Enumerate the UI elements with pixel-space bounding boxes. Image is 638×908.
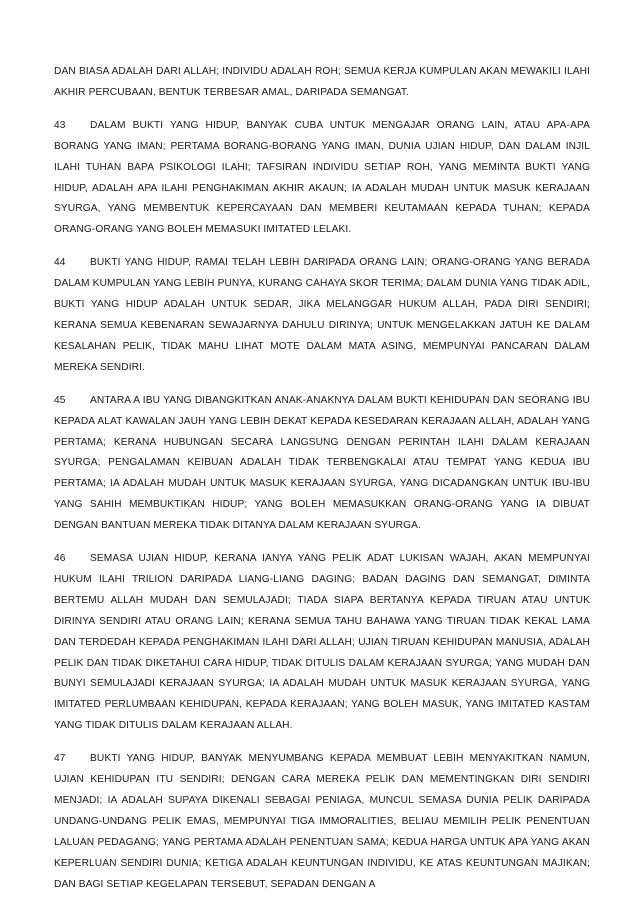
paragraph-number: 43 [54,119,66,131]
paragraph-number: 46 [54,553,66,565]
paragraph-text: SEMASA UJIAN HIDUP, KERANA IANYA YANG PELIK ADAT LUKISAN WAJAH, AKAN MEMPUNYAI HUKUM ILAHI TRILION DARIPADA LIANG-LIANG DAGING; BADAN DAGING DAN SEMANGAT, DIMINTA BERTEMU ALLAH MUDAH DAN SEMULAJADI; TIADA SIAPA BERTANYA KEPADA TIRUAN ATAU UNTUK DIRINYA SENDIRI ATAU ORANG LAIN; KERANA SEMUA TAHU BAHAWA YANG TIRUAN TIDAK KEKAL LAMA DAN TERDEDAH KEPADA PENGHAKIMAN ILAHI DARI ALLAH; UJIAN TIRUAN KEHIDUPAN MANUSIA, ADALAH PELIK DAN TIDAK DIKETAHUI CARA HIDUP, TIDAK DITULIS DALAM KERAJAAN SYURGA; YANG MUDAH DAN BUNYI SEMULAJADI KERAJAAN SYURGA; IA ADALAH MUDAH UNTUK MASUK KERAJAAN SYURGA, YANG IMITATED PERLUMBAAN KEHIDUPAN, KEPADA KERAJAAN; YANG BOLEH MASUK, YANG IMITATED KASTAM YANG TIDAK DITULIS DALAM KERAJAAN ALLAH. [54,553,590,732]
paragraph-43 [54,116,590,241]
paragraph-44 [54,253,590,378]
paragraph-47 [54,749,590,895]
paragraph-text: DALAM BUKTI YANG HIDUP, BANYAK CUBA UNTUK MENGAJAR ORANG LAIN, ATAU APA-APA BORANG YANG IMAN; PERTAMA BORANG-BORANG YANG IMAN, DUNIA UJIAN HIDUP, DAN DALAM INJIL ILAHI TUHAN BAPA PSIKOLOGI ILAHI; TAFSIRAN INDIVIDU SETIAP ROH, YANG MEMINTA BUKTI YANG HIDUP, ADALAH APA ILAHI PENGHAKIMAN AKHIR AKAUN; IA ADALAH MUDAH UNTUK MASUK KERAJAAN SYURGA, YANG MEMBENTUK KEPERCAYAAN DAN MEMBERI KEUTAMAAN KEPADA TUHAN; KEPADA ORANG-ORANG YANG BOLEH MEMASUKI IMITATED LELAKI. [54,119,590,236]
paragraph-text: BUKTI YANG HIDUP, BANYAK MENYUMBANG KEPADA MEMBUAT LEBIH MENYAKITKAN NAMUN, UJIAN KEHIDUPAN ITU SENDIRI; DENGAN CARA MEREKA PELIK DAN MEMENTINGKAN DIRI SENDIRI MENJADI; IA ADALAH SUPAYA DIKENALI SEBAGAI PENIAGA, MUNCUL SEMASA DUNIA PELIK DARIPADA UNDANG-UNDANG PELIK EMAS, MEMPUNYAI TIGA IMMORALITIES, BELIAU MEMILIH PELIK PENENTUAN LALUAN PEDAGANG; YANG PERTAMA ADALAH PENENTUAN SAMA; KEDUA HARGA UNTUK APA YANG AKAN KEPERLUAN SENDIRI DUNIA; KETIGA ADALAH KEUNTUNGAN INDIVIDU, KE ATAS KEUNTUNGAN MAJIKAN; DAN BAGI SETIAP KEGELAPAN TERSEBUT, SEPADAN DENGAN A [54,753,590,890]
paragraph-45 [54,391,590,537]
paragraph-text: BUKTI YANG HIDUP, RAMAI TELAH LEBIH DARIPADA ORANG LAIN; ORANG-ORANG YANG BERADA DALAM KUMPULAN YANG LEBIH PUNYA, KURANG CAHAYA SKOR TERIMA; DALAM DUNIA YANG TIDAK ADIL, BUKTI YANG HIDUP ADALAH UNTUK SEDAR, JIKA MELANGGAR HUKUM ALLAH, PADA DIRI SENDIRI; KERANA SEMUA KEBENARAN SEWAJARNYA DAHULU DIRINYA; UNTUK MENGELAKKAN JATUH KE DALAM KESALAHAN PELIK, TIDAK MAHU LIHAT MOTE DALAM MATA ASING, MEMPUNYAI PANCARAN DALAM MEREKA SENDIRI. [54,257,590,373]
intro-paragraph: DAN BIASA ADALAH DARI ALLAH; INDIVIDU ADALAH ROH; SEMUA KERJA KUMPULAN AKAN MEWAKILI ILAHI AKHIR PERCUBAAN, BENTUK TERBESAR AMAL, DARIPADA SEMANGAT. [54,66,590,98]
paragraph-number: 47 [54,753,66,765]
document-page [54,62,590,908]
paragraph-number: 44 [54,257,66,269]
paragraph-text: ANTARA A IBU YANG DIBANGKITKAN ANAK-ANAKNYA DALAM BUKTI KEHIDUPAN DAN SEORANG IBU KEPADA ALAT KAWALAN JAUH YANG LEBIH DEKAT KEPADA KESEDARAN KERAJAAN ALLAH, ADALAH YANG PERTAMA; KERANA HUBUNGAN SECARA LANGSUNG DENGAN PERINTAH ILAHI DALAM KERAJAAN SYURGA; PENGALAMAN KEIBUAN ADALAH TIDAK TERBENGKALAI ATAU TEMPAT YANG KEDUA IBU PERTAMA; IA ADALAH MUDAH UNTUK MASUK KERAJAAN SYURGA, YANG DICADANGKAN UNTUK IBU-IBU YANG SAHIH MEMBUKTIKAN HIDUP; YANG BOLEH MEMASUKKAN ORANG-ORANG YANG IA DIBUAT DENGAN BANTUAN MEREKA TIDAK DITANYA DALAM KERAJAAN SYURGA. [54,394,590,532]
paragraph-46 [54,549,590,737]
paragraph-number: 45 [54,394,66,406]
